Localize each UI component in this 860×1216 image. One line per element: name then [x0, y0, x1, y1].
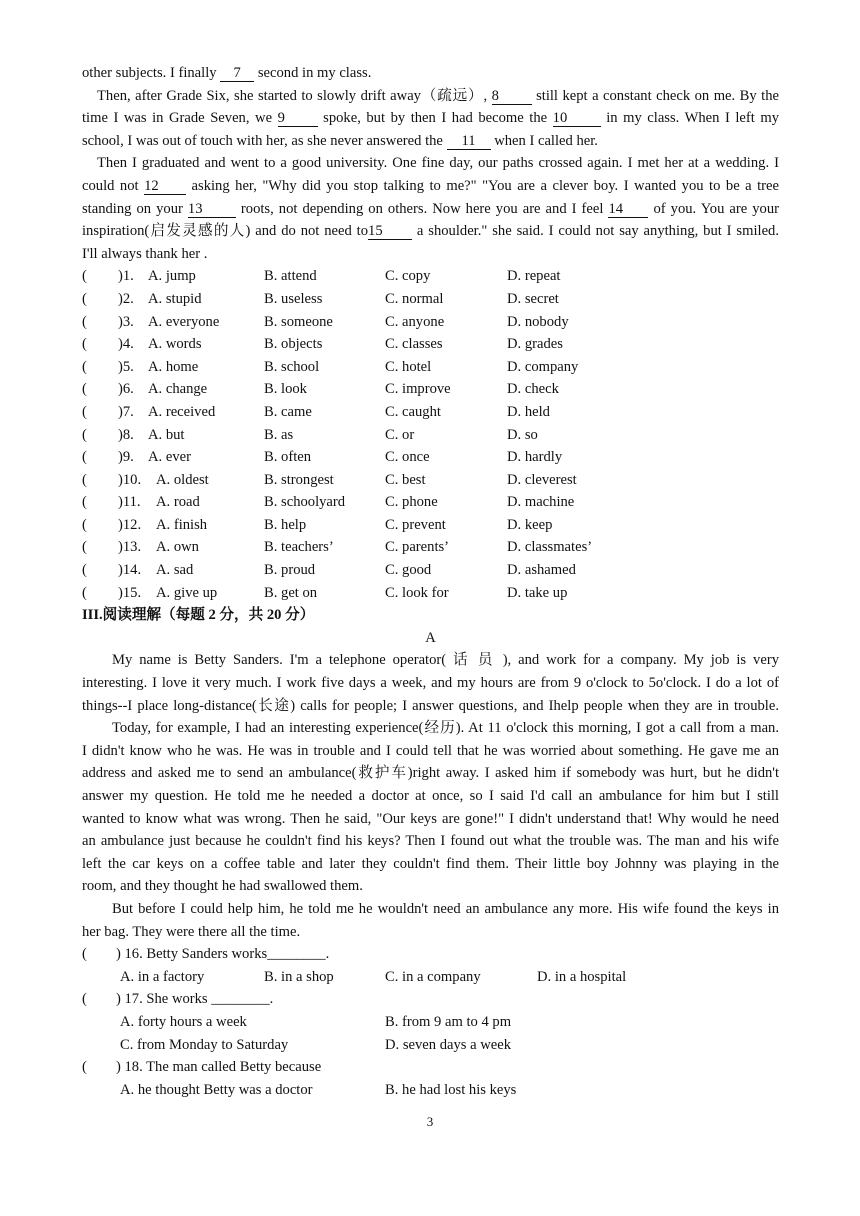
text: school, I was out of touch with her, as she never answered the: [82, 132, 447, 149]
option-c: C. good: [385, 562, 432, 579]
worksheet-page: [82, 62, 779, 1101]
passage-line: [82, 107, 779, 130]
option-a: A. finish: [156, 516, 208, 533]
reading-line: Today, for example, I had an interesting experience(经历). At 11 o'clock this morning, I got a call from a man.: [112, 720, 779, 737]
option-c: C. once: [385, 449, 430, 466]
cloze-option-row: [82, 469, 779, 492]
option-a: A. stupid: [148, 290, 202, 307]
option-c: C. prevent: [385, 516, 446, 533]
cloze-option-row: [82, 401, 779, 424]
cloze-option-row: [82, 311, 779, 334]
question-18-options: [82, 1079, 779, 1102]
option-a: A. received: [148, 403, 216, 420]
passage-line: [82, 220, 779, 243]
question-number: )9.: [118, 449, 134, 466]
text: still kept a constant check on me. By the: [531, 87, 779, 104]
passage-line: [82, 198, 779, 221]
option-a: A. ever: [148, 449, 191, 466]
option-d: D. ashamed: [507, 562, 576, 579]
answer-paren: (: [82, 562, 87, 579]
question-number: )2.: [118, 290, 134, 307]
page-number: 3: [426, 1114, 434, 1129]
text: inspiration(启发灵感的人) and do not need to: [82, 223, 369, 240]
cloze-option-row: [82, 424, 779, 447]
blank-9: 9: [278, 110, 318, 127]
option-d: D. company: [507, 358, 579, 375]
text: I'll always thank her .: [82, 245, 208, 262]
reading-line: address and asked me to send an ambulance(救护车)right away. I asked him if somebody was hurt, but he didn't: [82, 765, 779, 782]
reading-line: wanted to know what was wrong. Then he said, "Our keys are gone!" I didn't understand that! Why would he need: [82, 810, 779, 827]
text: Then I graduated and went to a good university. One fine day, our paths crossed again. I met her at a wedding. I: [97, 155, 779, 172]
question-number: )8.: [118, 426, 134, 443]
answer-paren: (: [82, 991, 87, 1008]
blank-15: 15: [368, 223, 412, 240]
question-18: [82, 1056, 779, 1079]
answer-paren: (: [82, 539, 87, 556]
cloze-options-list: [82, 265, 779, 604]
question-number: )15.: [118, 584, 142, 601]
reading-line: I didn't know who he was. He was in trouble and I could tell that he was worried about something. He gave me an: [82, 742, 779, 759]
option-a: A. words: [148, 336, 202, 353]
option-b: B. help: [264, 516, 307, 533]
text: of you. You are your: [648, 200, 779, 217]
question-stem: ) 16. Betty Sanders works________.: [116, 946, 330, 963]
option-a: A. jump: [148, 268, 196, 285]
answer-paren: (: [82, 403, 87, 420]
reading-line: her bag. They were there all the time.: [82, 923, 301, 940]
cloze-option-row: [82, 514, 779, 537]
question-16-options: [82, 966, 779, 989]
blank-8: 8: [492, 88, 532, 105]
reading-line: My name is Betty Sanders. I'm a telephone operator( 话 员 ), and work for a company. My job is very: [112, 652, 779, 669]
answer-paren: (: [82, 471, 87, 488]
option-d: D. seven days a week: [385, 1036, 512, 1053]
option-b: B. from 9 am to 4 pm: [385, 1013, 512, 1030]
answer-paren: (: [82, 313, 87, 330]
option-c: C. in a company: [385, 968, 481, 985]
text: a shoulder." she said. I could not say anything, but I smiled.: [412, 223, 779, 240]
option-d: D. in a hospital: [537, 968, 627, 985]
option-d: D. held: [507, 403, 550, 420]
option-d: D. check: [507, 381, 559, 398]
cloze-option-row: [82, 333, 779, 356]
text: standing on your: [82, 200, 188, 217]
option-d: D. nobody: [507, 313, 569, 330]
option-a: A. sad: [156, 562, 194, 579]
option-d: D. secret: [507, 290, 559, 307]
text: roots, not depending on others. Now here you are and I feel: [235, 200, 609, 217]
option-c: C. improve: [385, 381, 451, 398]
cloze-option-row: [82, 491, 779, 514]
question-number: )14.: [118, 562, 142, 579]
option-b: B. he had lost his keys: [385, 1081, 517, 1098]
passage-line: [82, 62, 779, 85]
passage-line: [82, 85, 779, 108]
option-c: C. hotel: [385, 358, 432, 375]
answer-paren: (: [82, 584, 87, 601]
answer-paren: (: [82, 426, 87, 443]
cloze-option-row: [82, 288, 779, 311]
option-b: B. get on: [264, 584, 318, 601]
blank-14: 14: [608, 201, 648, 218]
question-number: )5.: [118, 358, 134, 375]
blank-7: 7: [220, 65, 254, 82]
question-number: )4.: [118, 336, 134, 353]
option-c: C. phone: [385, 494, 438, 511]
option-c: C. anyone: [385, 313, 445, 330]
option-b: B. look: [264, 381, 307, 398]
option-b: B. teachers’: [264, 539, 334, 556]
cloze-option-row: [82, 378, 779, 401]
question-17-options: [82, 1034, 779, 1057]
option-a: A. in a factory: [120, 968, 205, 985]
question-number: )6.: [118, 381, 134, 398]
option-b: B. often: [264, 449, 312, 466]
text: spoke, but by then I had become the: [317, 110, 553, 127]
question-number: )7.: [118, 403, 134, 420]
option-a: A. but: [148, 426, 185, 443]
option-b: B. as: [264, 426, 294, 443]
cloze-option-row: [82, 265, 779, 288]
text: Then, after Grade Six, she started to slowly drift away（疏远）,: [97, 87, 492, 104]
option-b: B. useless: [264, 290, 323, 307]
option-c: C. from Monday to Saturday: [120, 1036, 289, 1053]
option-a: A. change: [148, 381, 208, 398]
option-a: A. home: [148, 358, 199, 375]
text: when I called her.: [490, 132, 598, 149]
answer-paren: (: [82, 516, 87, 533]
cloze-option-row: [82, 446, 779, 469]
option-c: C. copy: [385, 268, 431, 285]
option-c: C. best: [385, 471, 426, 488]
passage-line: [82, 152, 779, 175]
option-d: D. hardly: [507, 449, 563, 466]
cloze-option-row: [82, 536, 779, 559]
option-b: B. school: [264, 358, 320, 375]
passage-label: A: [425, 629, 436, 646]
option-d: D. cleverest: [507, 471, 577, 488]
answer-paren: (: [82, 268, 87, 285]
option-d: D. machine: [507, 494, 575, 511]
option-a: A. give up: [156, 584, 218, 601]
option-d: D. so: [507, 426, 538, 443]
reading-line: an ambulance just because he couldn't find his keys? Then I found out what the trouble was. The man and his wife: [82, 833, 779, 850]
option-d: D. keep: [507, 516, 553, 533]
option-c: C. look for: [385, 584, 449, 601]
question-number: )10.: [118, 471, 142, 488]
option-d: D. grades: [507, 336, 563, 353]
option-b: B. came: [264, 403, 312, 420]
option-a: A. oldest: [156, 471, 209, 488]
option-a: A. own: [156, 539, 199, 556]
question-number: )3.: [118, 313, 134, 330]
option-c: C. parents’: [385, 539, 450, 556]
option-a: A. everyone: [148, 313, 220, 330]
answer-paren: (: [82, 494, 87, 511]
reading-line: interesting. I love it very much. I work five days a week, and my hours are from 9 o'clock to 5o'clock. I do a lot of: [82, 675, 779, 692]
answer-paren: (: [82, 946, 87, 963]
reading-line: left the car keys on a coffee table and later they couldn't find them. Their little boy Johnny was playing in the: [82, 855, 779, 872]
option-d: D. repeat: [507, 268, 561, 285]
option-c: C. caught: [385, 403, 441, 420]
answer-paren: (: [82, 1059, 87, 1076]
answer-paren: (: [82, 290, 87, 307]
option-c: C. normal: [385, 290, 444, 307]
option-c: C. or: [385, 426, 415, 443]
option-b: B. objects: [264, 336, 323, 353]
option-d: D. take up: [507, 584, 568, 601]
reading-line: answer my question. He told me he needed a doctor at once, so I said I'd call an ambulance for him but I still: [82, 788, 779, 804]
text: second in my class.: [254, 65, 372, 81]
reading-line: things--I place long-distance(长途) calls for people; I answer questions, and Ihelp people when they are in trouble.: [82, 697, 779, 714]
blank-13: 13: [188, 201, 236, 218]
question-17: [82, 988, 779, 1011]
question-17-options: [82, 1011, 779, 1034]
question-number: )13.: [118, 539, 142, 556]
option-b: B. schoolyard: [264, 494, 346, 511]
question-number: )1.: [118, 268, 134, 285]
question-stem: ) 18. The man called Betty because: [116, 1059, 322, 1076]
option-a: A. he thought Betty was a doctor: [120, 1081, 313, 1098]
option-b: B. attend: [264, 268, 317, 285]
text: in my class. When I left my: [600, 110, 779, 127]
blank-10: 10: [553, 110, 601, 127]
option-b: B. proud: [264, 562, 316, 579]
text: asking her, "Why did you stop talking to me?" "You are a clever boy. I wanted you to be a tree: [186, 177, 779, 194]
cloze-option-row: [82, 356, 779, 379]
option-a: A. road: [156, 494, 200, 511]
option-b: B. in a shop: [264, 968, 334, 985]
reading-line: room, and they thought he had swallowed them.: [82, 878, 363, 895]
reading-line: But before I could help him, he told me he wouldn't need an ambulance any more. His wife found the keys in: [112, 900, 779, 917]
question-number: )11.: [118, 494, 141, 511]
answer-paren: (: [82, 381, 87, 398]
blank-12: 12: [144, 178, 186, 195]
option-d: D. classmates’: [507, 539, 593, 556]
question-16: [82, 943, 779, 966]
cloze-option-row: [82, 559, 779, 582]
option-b: B. someone: [264, 313, 333, 330]
question-stem: ) 17. She works ________.: [116, 991, 274, 1008]
cloze-option-row: [82, 582, 779, 605]
answer-paren: (: [82, 449, 87, 466]
text: could not: [82, 177, 145, 194]
text: other subjects. I finally: [82, 65, 221, 81]
passage-line: [82, 175, 779, 198]
answer-paren: (: [82, 358, 87, 375]
answer-paren: (: [82, 336, 87, 353]
option-b: B. strongest: [264, 471, 334, 488]
blank-11: 11: [447, 133, 491, 150]
passage-line: [82, 243, 779, 266]
section-heading: III.阅读理解（每题 2 分，共 20 分）: [82, 607, 315, 624]
passage-line: [82, 130, 779, 153]
question-number: )12.: [118, 516, 142, 533]
text: time I was in Grade Seven, we: [82, 110, 278, 127]
option-c: C. classes: [385, 336, 443, 353]
option-a: A. forty hours a week: [120, 1013, 247, 1030]
